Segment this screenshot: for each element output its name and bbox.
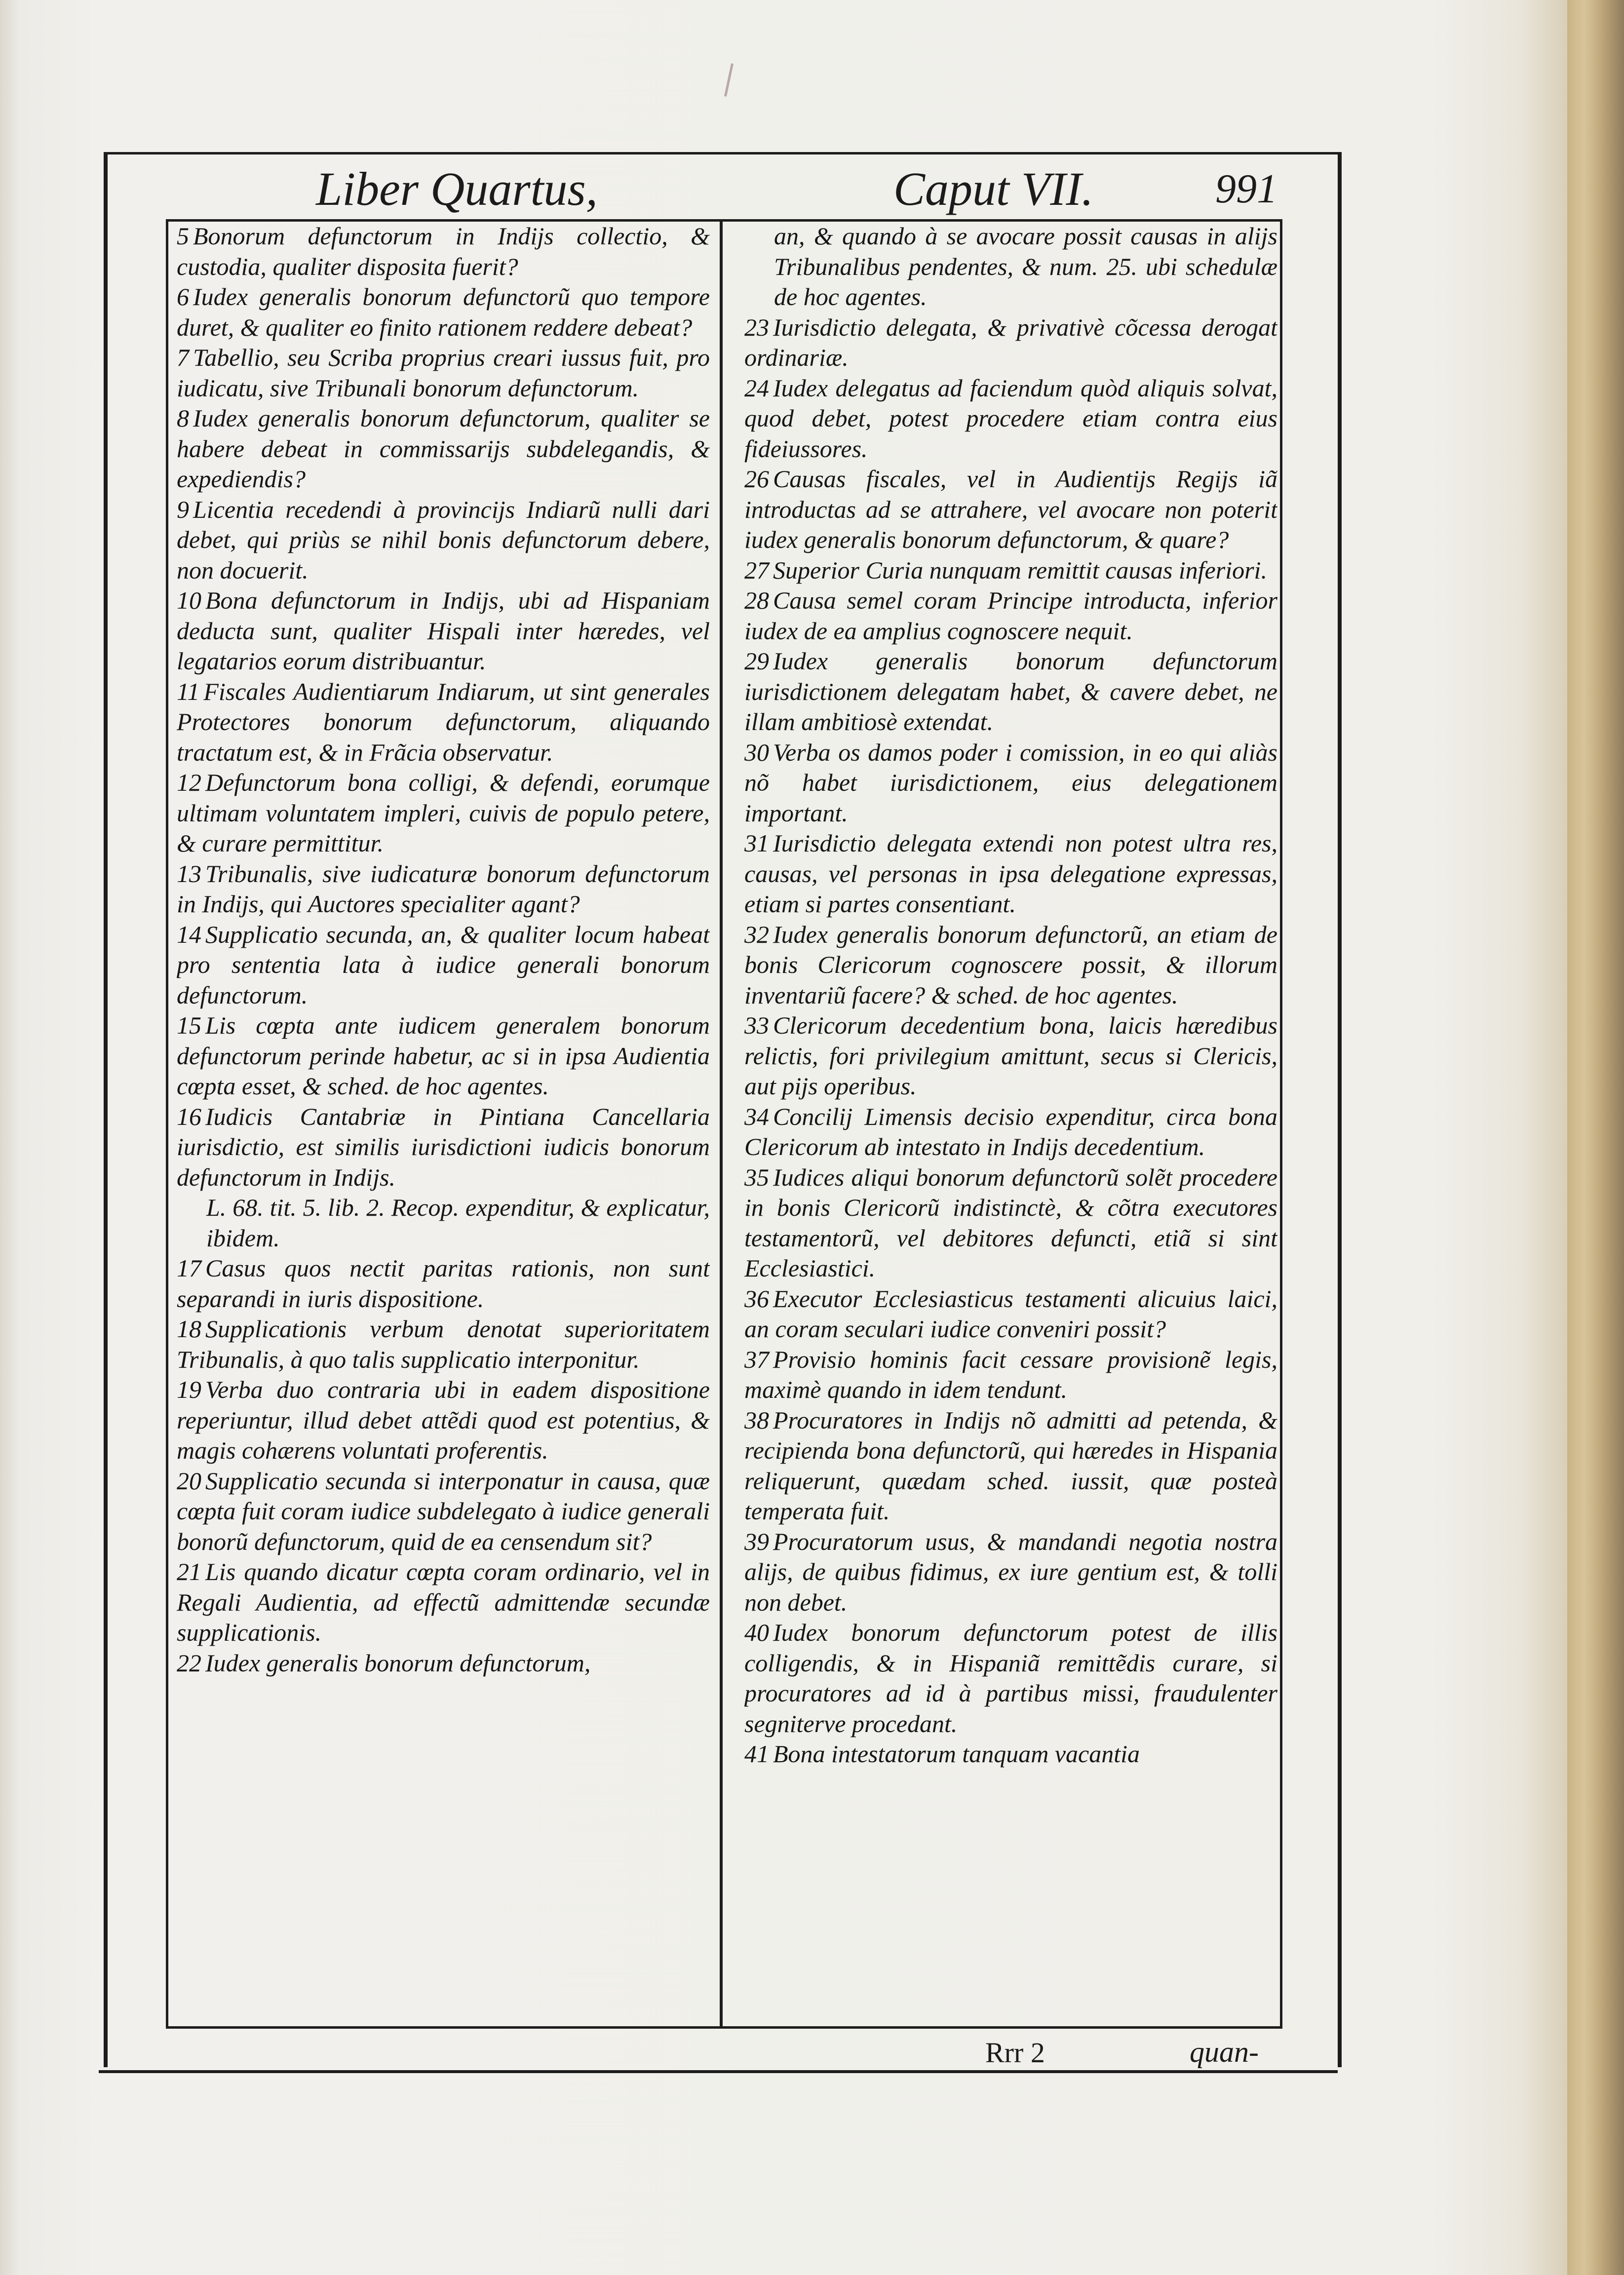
running-header (0, 157, 1567, 221)
entry-text: Procuratores in Indijs nõ admitti ad petenda, & recipienda bona defunctorũ, qui hæredes in Hispania reliquerunt, quædam sched. iussit, quæ posteà temperata fuit. (744, 1406, 1277, 1525)
footer-rule (99, 2070, 1338, 2073)
entry-text: Concilij Limensis decisio expenditur, circa bona Clericorum ab intestato in Indijs decedentium. (744, 1102, 1277, 1160)
entry-text: Procuratorum usus, & mandandi negotia nostra alijs, de quibus fidimus, ex iure gentium est, & tolli non debet. (744, 1527, 1277, 1616)
entry-number: 38 (744, 1406, 769, 1434)
entry-number: 40 (744, 1619, 769, 1646)
entry-text: Iudex generalis bonorum defunctorum, qualiter se habere debeat in commissarijs subdelegandis, & expediendis? (177, 404, 710, 493)
summary-entry (177, 1010, 710, 1102)
left-column (177, 221, 710, 2026)
entry-text: Provisio hominis facit cessare provisionẽ legis, maximè quando in idem tendunt. (744, 1345, 1277, 1403)
summary-entry (744, 1162, 1277, 1284)
summary-entry (177, 920, 710, 1011)
entry-number: 15 (177, 1011, 201, 1039)
summary-entry (744, 828, 1277, 920)
summary-entry (744, 1010, 1277, 1102)
entry-number: 35 (744, 1163, 769, 1191)
entry-number: 32 (744, 920, 769, 948)
column-divider (720, 219, 723, 2029)
summary-entry (177, 282, 710, 343)
entry-text: Licentia recedendi à provincijs Indiarũ nulli dari debet, qui priùs se nihil bonis defunctorum debere, non docuerit. (177, 495, 710, 584)
entry-text: Iurisdictio delegata, & privativè cõcessa derogat ordinariæ. (744, 313, 1277, 371)
summary-entry (744, 221, 1277, 312)
entry-number: 12 (177, 769, 201, 796)
entry-number: 34 (744, 1102, 769, 1130)
summary-entry (744, 1345, 1277, 1405)
summary-entry (744, 1739, 1277, 1770)
entry-text: Defunctorum bona colligi, & defendi, eorumque ultimam voluntatem impleri, cuivis de populo petere, & curare permittitur. (177, 769, 710, 857)
entry-text: Causa semel coram Principe introducta, inferior iudex de ea amplius cognoscere nequit. (744, 586, 1277, 645)
chapter-title: Caput VII. (893, 162, 1094, 215)
summary-entry (744, 1284, 1277, 1345)
entry-text: Superior Curia nunquam remittit causas inferiori. (773, 556, 1267, 584)
summary-entry (744, 646, 1277, 737)
entry-number: 37 (744, 1345, 769, 1373)
entry-number: 26 (744, 465, 769, 493)
running-title: Liber Quartus, (316, 162, 598, 215)
summary-entry (177, 768, 710, 859)
summary-entry (744, 1405, 1277, 1527)
entry-number: 19 (177, 1376, 201, 1403)
summary-entry (177, 1648, 710, 1679)
entry-text: Fiscales Audientiarum Indiarum, ut sint generales Protectores bonorum defunctorum, aliquando tractatum est, & in Frãcia observatur. (177, 677, 710, 766)
entry-number: 21 (177, 1558, 201, 1585)
entry-text: Executor Ecclesiasticus testamenti alicuius laici, an coram seculari iudice conveniri possit? (744, 1284, 1277, 1343)
entry-text: Verba duo contraria ubi in eadem dispositione reperiuntur, illud debet attẽdi quod est potentius, & magis cohærens voluntati proferentis. (177, 1376, 710, 1464)
entry-number: 22 (177, 1649, 201, 1677)
summary-entry (744, 1102, 1277, 1162)
right-column (744, 221, 1277, 2026)
entry-text: Tribunalis, sive iudicaturæ bonorum defunctorum in Indijs, qui Auctores specialiter agant? (177, 859, 710, 918)
entry-text: Casus quos nectit paritas rationis, non sunt separandi in iuris dispositione. (177, 1254, 710, 1312)
entry-number: 27 (744, 556, 769, 584)
entry-text: Bona intestatorum tanquam vacantia (773, 1740, 1140, 1768)
signature-mark: Rrr 2 (985, 2037, 1045, 2069)
summary-entry (177, 1102, 710, 1193)
entry-text: Bonorum defunctorum in Indijs collectio, & custodia, qualiter disposita fuerit? (177, 222, 710, 280)
entry-text: Supplicatio secunda, an, & qualiter locum habeat pro sententia lata à iudice generali bonorum defunctorum. (177, 920, 710, 1009)
entry-number: 18 (177, 1315, 201, 1343)
summary-entry (744, 585, 1277, 646)
entry-number: 29 (744, 647, 769, 675)
summary-entry (744, 312, 1277, 373)
entry-text: Lis cœpta ante iudicem generalem bonorum defunctorum perinde habetur, ac si in ipsa Audientia cœpta esset, & sched. de hoc agentes. (177, 1011, 710, 1100)
catchword: quan- (1190, 2036, 1259, 2068)
entry-text: Clericorum decedentium bona, laicis hæredibus relictis, fori privilegium amittunt, secus si Clericis, aut pijs operibus. (744, 1011, 1277, 1100)
entry-text: L. 68. tit. 5. lib. 2. Recop. expenditur, & explicatur, ibidem. (206, 1194, 710, 1252)
entry-text: an, & quando à se avocare possit causas in alijs Tribunalibus pendentes, & num. 25. ubi schedulæ de hoc agentes. (774, 222, 1277, 310)
page-number: 991 (1215, 166, 1277, 212)
entry-number: 9 (177, 495, 189, 523)
entry-text: Supplicatio secunda si interponatur in causa, quæ cœpta fuit coram iudice subdelegato à iudice generali bonorũ defunctorum, quid de ea censendum sit? (177, 1466, 710, 1555)
entry-number: 30 (744, 738, 769, 766)
summary-entry (177, 343, 710, 403)
summary-entry (177, 1466, 710, 1557)
entry-text: Iudex generalis bonorum defunctorũ, an etiam de bonis Clericorum cognoscere possit, & illorum inventariũ facere? & sched. de hoc agentes. (744, 920, 1277, 1009)
entry-number: 20 (177, 1466, 201, 1495)
entry-text: Verba os damos poder i comission, in eo qui aliàs nõ habet iurisdictionem, eius delegationem important. (744, 738, 1277, 827)
summary-entry (744, 1618, 1277, 1739)
entry-number: 8 (177, 404, 189, 432)
entry-number: 39 (744, 1527, 769, 1555)
entry-number: 13 (177, 859, 201, 887)
entry-text: Iurisdictio delegata extendi non potest ultra res, causas, vel personas in ipsa delegatione expressas, etiam si partes consentiant. (744, 829, 1277, 918)
summary-entry (744, 373, 1277, 464)
entry-number: 17 (177, 1254, 201, 1282)
entry-number: 23 (744, 313, 769, 341)
summary-entry (177, 495, 710, 586)
summary-entry (177, 859, 710, 920)
entry-text: Iudicis Cantabriæ in Pintiana Cancellaria iurisdictio, est similis iurisdictioni iudicis bonorum defunctorum in Indijs. (177, 1102, 710, 1191)
summary-entry (744, 920, 1277, 1011)
entry-number: 14 (177, 920, 201, 948)
entry-text: Supplicationis verbum denotat superioritatem Tribunalis, à quo talis supplicatio interponitur. (177, 1315, 710, 1373)
summary-entry (744, 1527, 1277, 1618)
entry-number: 28 (744, 586, 769, 614)
entry-text: Bona defunctorum in Indijs, ubi ad Hispaniam deducta sunt, qualiter Hispali inter hæredes, vel legatarios eorum distribuantur. (177, 586, 710, 675)
summary-entry (177, 1193, 710, 1253)
summary-entry (177, 1375, 710, 1466)
entry-text: Iudices aliqui bonorum defunctorũ solẽt procedere in bonis Clericorũ indistinctè, & cõtra executores testamentorũ, vel debitores defuncti, etiã si sint Ecclesiastici. (744, 1163, 1277, 1282)
entry-text: Causas fiscales, vel in Audientijs Regijs iã introductas ad se attrahere, vel avocare non poterit iudex generalis bonorum defunctorum, & quare? (744, 465, 1277, 553)
entry-text: Iudex delegatus ad faciendum quòd aliquis solvat, quod debet, potest procedere etiam contra eius fideiussores. (744, 374, 1277, 463)
entry-number: 36 (744, 1284, 769, 1312)
entry-text: Lis quando dicatur cœpta coram ordinario, vel in Regali Audientia, ad effectũ admittendæ secundæ supplicationis. (177, 1558, 710, 1646)
summary-entry (177, 1314, 710, 1375)
entry-number: 24 (744, 374, 769, 402)
summary-entry (177, 585, 710, 677)
summary-entry (177, 677, 710, 768)
entry-number: 6 (177, 283, 189, 310)
entry-number: 31 (744, 829, 769, 857)
entry-number: 5 (177, 222, 189, 250)
summary-entry (744, 555, 1277, 586)
summary-entry (177, 1557, 710, 1648)
entry-number: 11 (177, 677, 200, 705)
entry-number: 7 (177, 344, 189, 371)
entry-text: Iudex generalis bonorum defunctorum, (205, 1649, 591, 1677)
entry-number: 33 (744, 1011, 769, 1039)
page-edge (1567, 0, 1624, 2275)
entry-text: Tabellio, seu Scriba proprius creari iussus fuit, pro iudicatu, sive Tribunali bonorum defunctorum. (177, 344, 710, 402)
entry-number: 10 (177, 586, 201, 614)
entry-text: Iudex bonorum defunctorum potest de illis colligendis, & in Hispaniã remittẽdis curare, si procuratores ad id à partibus missi, fraudulenter segniterve procedant. (744, 1619, 1277, 1737)
summary-entry (177, 221, 710, 282)
summary-entry (177, 1253, 710, 1314)
summary-entry (744, 464, 1277, 555)
entry-number: 41 (744, 1740, 769, 1768)
entry-text: Iudex generalis bonorum defunctorum iurisdictionem delegatam habet, & cavere debet, ne illam ambitiosè extendat. (744, 647, 1277, 735)
summary-entry (744, 737, 1277, 829)
entry-text: Iudex generalis bonorum defunctorũ quo tempore duret, & qualiter eo finito rationem reddere debeat? (177, 283, 710, 341)
summary-entry (177, 403, 710, 495)
entry-number: 16 (177, 1102, 201, 1130)
